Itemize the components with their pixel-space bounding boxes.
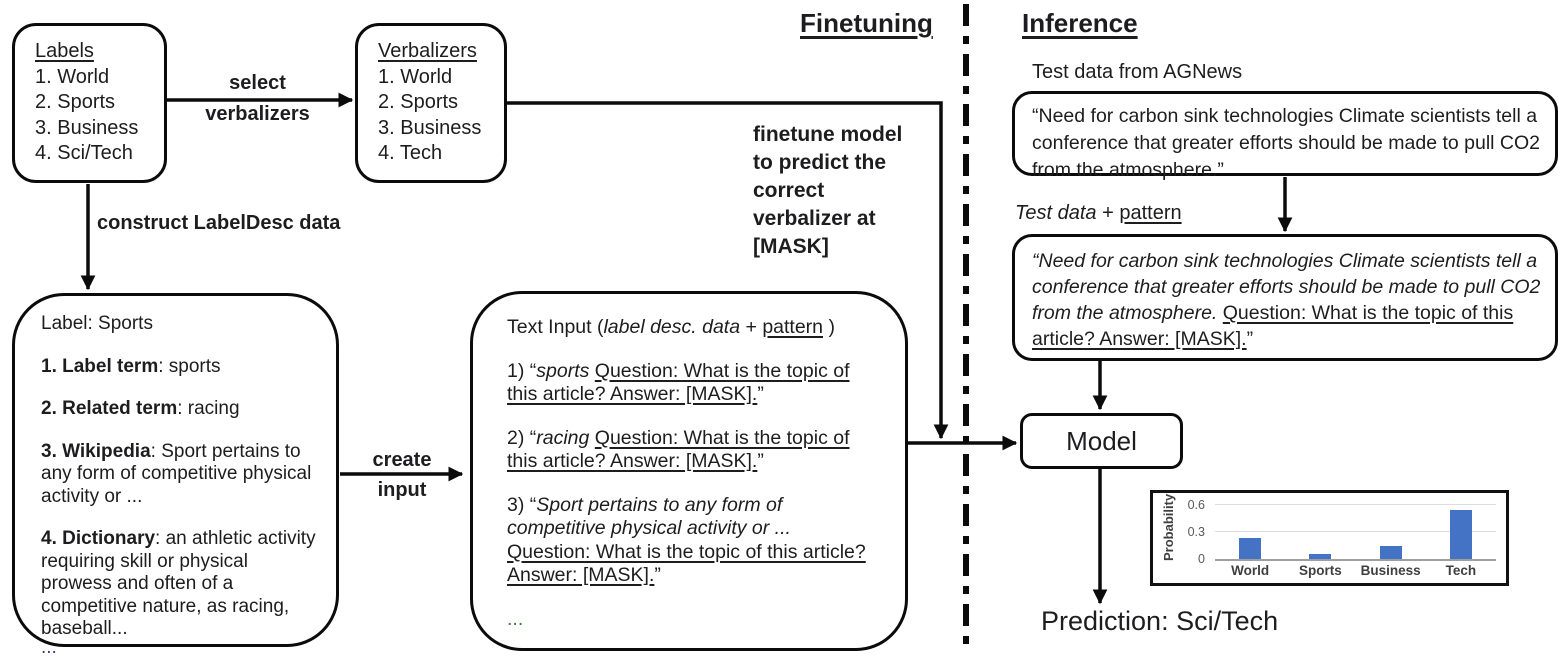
probability-chart [1150,490,1509,586]
test-data-box [1012,91,1558,181]
labeldesc-item [41,528,316,641]
labels-box [12,23,167,183]
verbalizers-item: 4. Tech [378,142,443,164]
text-input-item [507,494,877,588]
verbalizers-item: 3. Business [378,116,482,139]
open-quote: “ [529,359,537,382]
verbalizers-box [355,23,507,183]
chart-bar-slot [1285,501,1355,559]
item-number: 1) [507,359,530,382]
finetuning-header: Finetuning [800,8,933,38]
item-term: Wikipedia [62,440,151,462]
test-pattern-label [1015,202,1182,225]
item-verbalizer: racing [536,426,595,449]
chart-category-labels [1215,563,1496,578]
chart-plot-area [1215,501,1496,561]
chart-bar-business [1380,546,1402,560]
item-number: 3) [507,493,530,516]
finetune-note [753,121,943,261]
chart-y-ticks [1179,498,1209,566]
item-number: 3. [41,440,63,462]
item-number: 2) [507,426,530,449]
chart-category-label: World [1231,563,1270,578]
item-text: : sports [158,355,221,377]
labeldesc-header: Label: Sports [41,313,153,334]
inference-header: Inference [1022,8,1138,38]
chart-y-tick: 0 [1198,552,1205,566]
header-pattern: pattern [762,316,824,338]
open-quote: “ [529,493,537,516]
verbalizers-box-title: Verbalizers [378,40,477,62]
header-suffix: ) [823,316,835,338]
item-pattern: Question: What is the topic of this article? Answer: [MASK]. [507,359,850,405]
item-number: 2. [41,398,63,419]
labeldesc-item [41,398,316,421]
item-number: 1. [41,355,63,377]
labels-item: 3. Business [35,116,139,139]
text-input-box [470,291,908,651]
chart-bar-sports [1309,554,1331,559]
header-plus: + [740,316,763,338]
pattern-box-pattern: Question: What is the topic of this article? Answer: [MASK]. [1032,302,1514,350]
labels-box-title: Labels [35,40,94,62]
chart-y-axis-label: Probability [1161,493,1176,561]
finetune-note-line: verbalizer at [753,207,876,230]
labeldesc-item [41,356,316,379]
label-italic: Test data [1015,202,1097,224]
item-verbalizer: sports [536,359,595,382]
labels-item: 2. Sports [35,91,116,113]
item-text: : Sport pertains to any form of competitive physical activity or ... [41,440,312,507]
chart-bar-world [1239,538,1261,559]
labels-item: 1. World [35,65,110,88]
pattern-box-text: “Need for carbon sink technologies Climate scientists tell a conference that greater efforts should be made to pull CO2 from the atmosphere. [1032,250,1541,324]
finetune-note-line: [MASK] [753,235,829,258]
model-label: Model [1066,425,1137,456]
item-term: Label term [62,355,159,377]
select-verbalizers-label-line1: select [229,72,286,94]
prediction-text: Prediction: Sci/Tech [1041,606,1279,636]
labeldesc-box [12,293,339,658]
item-term: Dictionary [62,528,156,549]
item-text: : racing [177,398,240,419]
open-quote: “ [529,426,537,449]
finetune-note-line: to predict the [753,151,887,174]
item-pattern: Question: What is the topic of this article? Answer: [MASK]. [507,540,866,586]
item-text: : an athletic activity requiring skill or physical prowess and often of a competitive nature, as racing, baseball... [41,528,316,639]
text-input-item [507,360,877,407]
header-prefix: Text Input ( [507,316,604,338]
label-plus: + [1096,202,1120,224]
labeldesc-ellipsis: ... [41,636,57,658]
chart-bar-slot [1215,501,1285,559]
text-input-header [507,316,877,340]
chart-y-tick: 0.6 [1187,498,1205,512]
close-quote: ” [757,450,764,472]
close-quote: ” [757,383,764,405]
construct-labeldesc-label: construct LabelDesc data [97,212,341,234]
close-quote: ” [1246,328,1254,350]
chart-bar-slot [1356,501,1426,559]
finetune-note-line: correct [753,179,825,202]
item-pattern: Question: What is the topic of this article? Answer: [MASK]. [507,426,850,472]
test-pattern-box [1012,234,1558,361]
header-italic: label desc. data [603,316,741,338]
verbalizers-item: 2. Sports [378,91,459,113]
text-input-ellipsis: ... [507,607,524,630]
chart-bars [1215,501,1496,559]
finetune-note-line: finetune model [753,123,903,146]
labels-item: 4. Sci/Tech [35,142,133,164]
create-input-label-line2: input [377,479,427,501]
item-number: 4. [41,528,63,549]
select-verbalizers-label-line2: verbalizers [205,103,310,125]
create-input-label-line1: create [372,449,432,471]
labeldesc-item [41,441,316,509]
label-pattern: pattern [1119,202,1182,224]
text-input-item [507,427,877,474]
chart-y-tick: 0.3 [1187,525,1205,539]
close-quote: ” [654,564,661,586]
model-box [1020,413,1183,469]
item-term: Related term [62,398,178,419]
chart-bar-slot [1426,501,1496,559]
test-data-label: Test data from AGNews [1032,61,1243,83]
item-verbalizer: Sport pertains to any form of competitive physical activity or ... [507,493,791,539]
chart-bar-tech [1450,510,1472,559]
chart-category-label: Business [1360,563,1421,578]
chart-category-label: Tech [1445,563,1477,578]
verbalizers-item: 1. World [378,65,453,88]
test-data-text: “Need for carbon sink technologies Climate scientists tell a conference that greater efforts should be made to pull CO2 from the atmosphere.” [1032,105,1541,181]
chart-category-label: Sports [1298,563,1342,578]
